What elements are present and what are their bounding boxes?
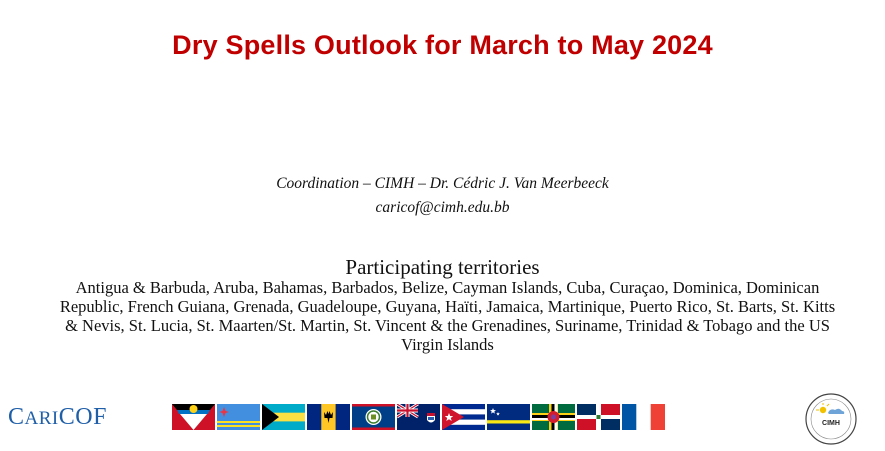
aruba-flag-icon xyxy=(217,404,260,430)
dominican-republic-flag-icon xyxy=(577,404,620,430)
contact-email[interactable]: caricof@cimh.edu.bb xyxy=(375,199,510,216)
dominica-flag-icon xyxy=(532,404,575,430)
belize-flag-icon xyxy=(352,404,395,430)
cimh-logo xyxy=(804,392,858,446)
french-flag-icon xyxy=(622,404,665,430)
caricof-logo xyxy=(8,404,107,431)
bahamas-flag-icon xyxy=(262,404,305,430)
coordination-line: Coordination – CIMH – Dr. Cédric J. Van Meerbeeck xyxy=(276,175,609,192)
logo-letter-c: C xyxy=(8,404,25,430)
page-title: Dry Spells Outlook for March to May 2024 xyxy=(172,30,713,60)
cuba-flag-icon xyxy=(442,404,485,430)
cayman-flag-icon xyxy=(397,404,440,430)
cimh-badge-text: CIMH xyxy=(822,420,840,427)
logo-letters-cof: COF xyxy=(58,404,107,430)
curacao-flag-icon xyxy=(487,404,530,430)
territories-list: Antigua & Barbuda, Aruba, Bahamas, Barbados, Belize, Cayman Islands, Cuba, Curaçao, Dominica, Dominican Republic, French Guiana, Grenada, Guadeloupe, Guyana, Haïti, Jamaica, Martinique, Puerto Rico, St. Barts, St. Kitts & Nevis, St. Lucia, St. Maarten/St. Martin, St. Vincent & the Grenadines, Suriname, Trinidad & Tobago and the US Virgin Islands xyxy=(59,278,836,354)
antigua-flag-icon xyxy=(172,404,215,430)
logo-letters-ari: ARI xyxy=(24,408,59,429)
participating-heading: Participating territories xyxy=(345,255,540,279)
barbados-flag-icon xyxy=(307,404,350,430)
member-flags-strip xyxy=(172,404,667,430)
